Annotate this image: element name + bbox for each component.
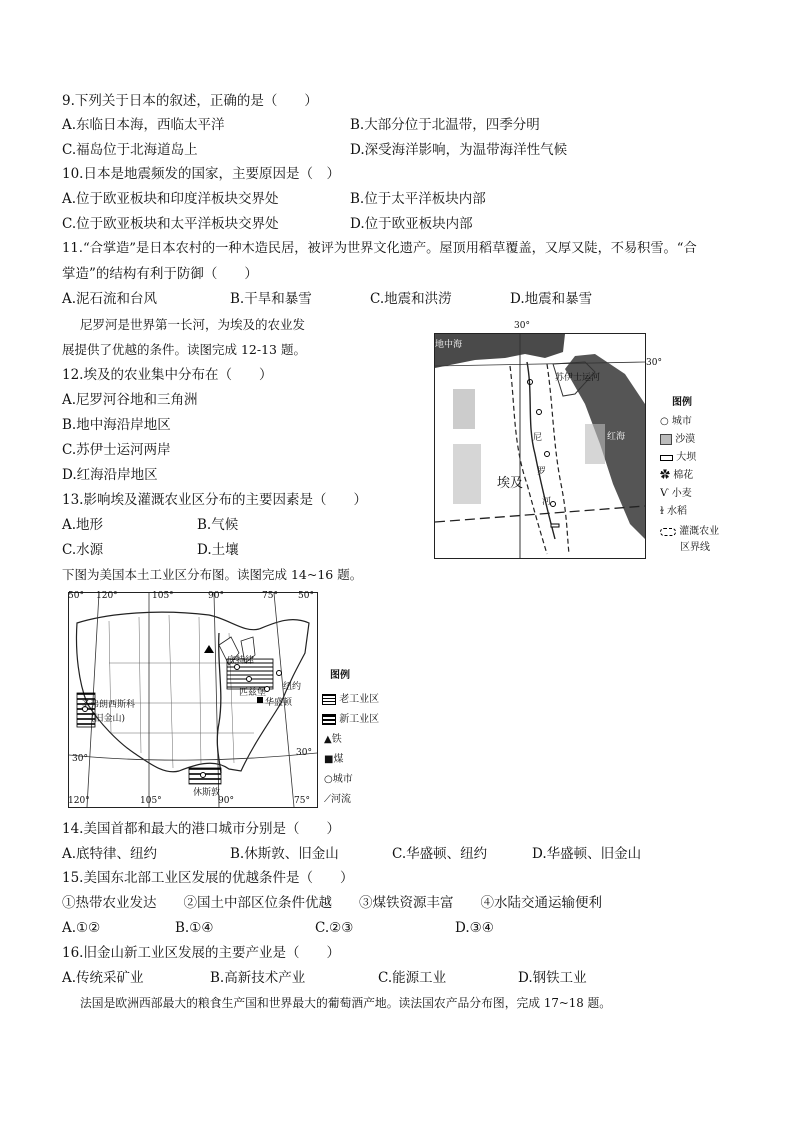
egypt-legend-wheat: Ѵ 小麦 (660, 488, 692, 499)
usa-legend-iron: ▲铁 (324, 734, 342, 745)
q15-option-a[interactable]: A.①② (62, 920, 101, 936)
usa-legend-title: 图例 (330, 670, 350, 681)
q16-option-d[interactable]: D.钢铁工业 (518, 970, 587, 986)
q15-option-b[interactable]: B.①④ (175, 920, 214, 936)
q12-option-d[interactable]: D.红海沿岸地区 (62, 467, 158, 483)
q14-option-b[interactable]: B.休斯敦、旧金山 (230, 846, 339, 862)
usa-legend-new: 新工业区 (322, 710, 379, 725)
usa-lat30-left: 30° (72, 754, 88, 764)
old-industrial-icon (322, 694, 336, 705)
q9-option-a[interactable]: A.东临日本海，西临太平洋 (62, 117, 225, 133)
egypt-legend-rice: ɫ 水稻 (660, 506, 687, 517)
suez-canal-label: 苏伊士运河 (555, 373, 601, 383)
usa-legend-coal: ■煤 (324, 754, 344, 765)
q15-stem: 15.美国东北部工业区发展的优越条件是（ ） (62, 870, 354, 886)
usa-lon90-top: 90° (208, 591, 224, 601)
egypt-intro-line1: 尼罗河是世界第一长河，为埃及的农业发 (80, 317, 306, 332)
coal-icon: ■ (324, 754, 334, 765)
nile-label-1: 尼 (533, 433, 543, 443)
usa-legend-river: ⟋河流 (324, 794, 351, 805)
red-sea-label: 红海 (607, 432, 626, 442)
q14-option-d[interactable]: D.华盛顿、旧金山 (532, 846, 642, 862)
france-intro: 法国是欧洲西部最大的粮食生产国和世界最大的葡萄酒产地。读法国农产品分布图，完成 17~18 题。 (80, 996, 612, 1010)
egypt-legend-dam: 大坝 (660, 448, 696, 463)
q13-option-b[interactable]: B.气候 (197, 517, 239, 533)
q13-option-a[interactable]: A.地形 (62, 517, 104, 533)
q11-stem-line2: 掌造”的结构有利于防御（ ） (62, 266, 258, 282)
q10-option-c[interactable]: C.位于欧亚板块和太平洋板块交界处 (62, 216, 279, 232)
usa-lat50-left: 50° (68, 591, 84, 601)
q9-option-d[interactable]: D.深受海洋影响，为温带海洋性气候 (350, 142, 568, 158)
usa-lat50-right: 50° (298, 591, 314, 601)
q10-option-b[interactable]: B.位于太平洋板块内部 (350, 191, 486, 207)
q9-option-c[interactable]: C.福岛位于北海道岛上 (62, 142, 198, 158)
q14-stem: 14.美国首都和最大的港口城市分别是（ ） (62, 821, 340, 837)
nile-label-2: 罗 (537, 467, 547, 477)
q15-statements: ①热带农业发达 ②国土中部区位条件优越 ③煤铁资源丰富 ④水陆交通运输便利 (62, 895, 602, 911)
usa-lat30-right: 30° (296, 748, 312, 758)
cotton-icon: ✿ (660, 470, 670, 481)
usa-intro: 下图为美国本土工业区分布图。读图完成 14~16 题。 (62, 567, 363, 582)
egypt-map-drawing (435, 334, 645, 558)
q11-option-d[interactable]: D.地震和暴雪 (510, 291, 593, 307)
q12-option-b[interactable]: B.地中海沿岸地区 (62, 417, 171, 433)
q13-option-d[interactable]: D.土壤 (197, 542, 239, 558)
irrigation-boundary-icon (660, 528, 676, 536)
q15-option-d[interactable]: D.③④ (455, 920, 494, 936)
iron-icon: ▲ (324, 734, 332, 745)
pittsburgh-label: 匹兹堡 (239, 688, 267, 698)
city-icon: ○ (660, 416, 669, 427)
new-industrial-icon (322, 714, 336, 725)
q10-option-d[interactable]: D.位于欧亚板块内部 (350, 216, 473, 232)
usa-lon90-bottom: 90° (218, 796, 234, 806)
q16-option-b[interactable]: B.高新技术产业 (210, 970, 306, 986)
wheat-icon: Ѵ (660, 488, 669, 499)
q14-option-a[interactable]: A.底特律、纽约 (62, 846, 158, 862)
q15-option-c[interactable]: C.②③ (315, 920, 354, 936)
egypt-legend-boundary: 区界线 (680, 542, 710, 553)
q12-stem: 12.埃及的农业集中分布在（ ） (62, 367, 273, 383)
newyork-label: 纽约 (283, 682, 302, 692)
q11-stem-line1: 11.“合掌造”是日本农村的一种木造民居，被评为世界文化遗产。屋顶用稻草覆盖，又厚又陡，不易积雪。“合 (62, 241, 697, 256)
usa-legend-old: 老工业区 (322, 690, 379, 705)
egypt-map (434, 333, 646, 559)
usa-lon105-top: 105° (152, 591, 174, 601)
detroit-label: 底特律 (227, 656, 255, 666)
city-icon: ○ (324, 774, 333, 785)
sf-label: 圣弗朗西斯科 (81, 700, 136, 710)
q10-stem: 10.日本是地震频发的国家，主要原因是（ ） (62, 166, 340, 182)
q11-option-c[interactable]: C.地震和洪涝 (370, 291, 452, 307)
q9-stem: 9.下列关于日本的叙述，正确的是（ ） (62, 93, 318, 109)
egypt-lat-30-label: 30° (646, 358, 662, 368)
usa-legend-city: ○城市 (324, 774, 353, 785)
dam-icon (660, 455, 673, 461)
egypt-legend-desert: 沙漠 (660, 430, 695, 445)
q16-option-a[interactable]: A.传统采矿业 (62, 970, 144, 986)
river-icon: ⟋ (324, 794, 331, 805)
q10-option-a[interactable]: A.位于欧亚板块和印度洋板块交界处 (62, 191, 279, 207)
egypt-legend-city: ○ 城市 (660, 416, 692, 427)
usa-lon75-top: 75° (262, 591, 278, 601)
desert-icon (660, 434, 672, 445)
egypt-lon-30-label: 30° (514, 321, 530, 331)
sf-label-2: (旧金山) (91, 714, 126, 724)
usa-lon120-top: 120° (96, 591, 118, 601)
q12-option-a[interactable]: A.尼罗河谷地和三角洲 (62, 392, 198, 408)
q16-option-c[interactable]: C.能源工业 (378, 970, 447, 986)
q12-option-c[interactable]: C.苏伊士运河两岸 (62, 442, 171, 458)
nile-label-3: 河 (542, 497, 552, 507)
q11-option-a[interactable]: A.泥石流和台风 (62, 291, 158, 307)
egypt-legend-irrigation: 灌溉农业 (660, 522, 719, 537)
usa-lon120-bottom: 120° (68, 796, 90, 806)
egypt-intro-line2: 展提供了优越的条件。读图完成 12-13 题。 (62, 342, 306, 357)
mediterranean-label: 地中海 (435, 340, 463, 350)
usa-map (68, 592, 318, 808)
egypt-legend-title: 图例 (672, 397, 692, 408)
egypt-country-label: 埃及 (497, 476, 524, 491)
rice-icon: ɫ (660, 506, 664, 517)
usa-lon75-bottom: 75° (294, 796, 310, 806)
q11-option-b[interactable]: B.干旱和暴雪 (230, 291, 312, 307)
houston-label: 休斯敦 (193, 788, 221, 798)
egypt-legend-cotton: ✿ 棉花 (660, 470, 694, 481)
q9-option-b[interactable]: B.大部分位于北温带，四季分明 (350, 117, 540, 133)
q13-stem: 13.影响埃及灌溉农业区分布的主要因素是（ ） (62, 492, 367, 508)
q14-option-c[interactable]: C.华盛顿、纽约 (392, 846, 488, 862)
usa-lon105-bottom: 105° (140, 796, 162, 806)
q13-option-c[interactable]: C.水源 (62, 542, 104, 558)
q16-stem: 16.旧金山新工业区发展的主要产业是（ ） (62, 945, 340, 961)
washington-label: 华盛顿 (265, 698, 293, 708)
